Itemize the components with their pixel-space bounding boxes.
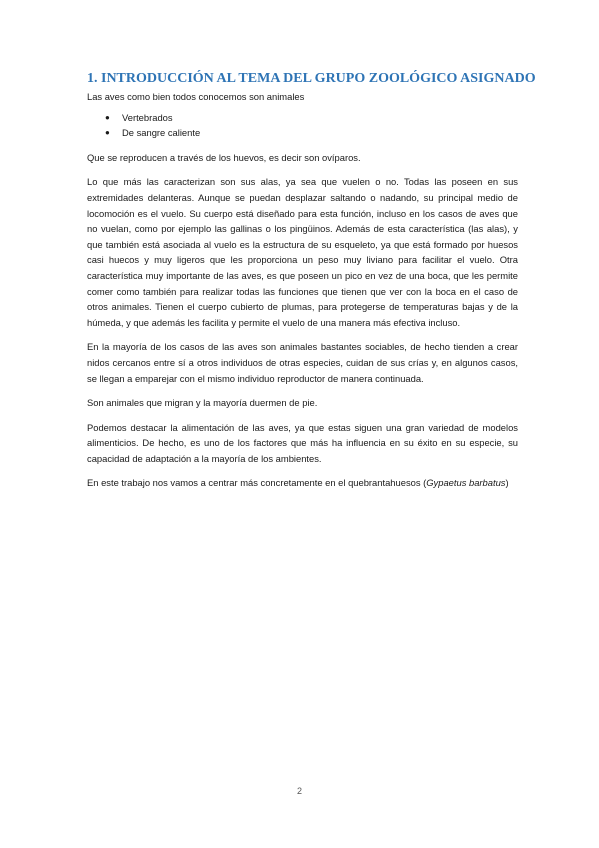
page-content (87, 70, 536, 500)
paragraph-focus (87, 475, 518, 491)
intro-line: Las aves como bien todos conocemos son animales (87, 91, 305, 102)
focus-text: En este trabajo nos vamos a centrar más concretamente en el quebrantahuesos ( (87, 477, 427, 489)
list-item (87, 110, 518, 126)
list-item-text: Vertebrados (122, 111, 173, 123)
page-number: 2 (296, 786, 302, 796)
paragraph-reproduction: Que se reproducen a través de los huevos, es decir son ovíparos. (87, 151, 361, 163)
bullet-icon: ● (105, 112, 110, 122)
bullet-icon: ● (105, 128, 110, 138)
paragraph-migration: Son animales que migran y la mayoría duermen de pie. (87, 397, 318, 409)
bullet-list (87, 110, 518, 141)
list-item (87, 125, 518, 141)
focus-text-end: ) (505, 477, 509, 489)
paragraph-social: En la mayoría de los casos de las aves son animales bastantes sociables, de hecho tienden a crear nidos cercanos entre sí a otros individuos de otras especies, cuidan de sus crías y, en algunos casos, se llegan a emparejar con el mismo individuo reproductor de manera continuada. (87, 341, 518, 384)
paragraph-wings: Lo que más las caracterizan son sus alas, ya sea que vuelen o no. Todas las poseen en sus extremidades delanteras. Aunque se puedan desplazar saltando o nadando, su principal medio de locomoción es el vuelo. Su cuerpo está diseñado para esta función, incluso en los casos de aves que no vuelan, como por ejemplo las gallinas o los pingüinos. Además de esta característica (las alas), y que también está asociada al vuelo es la estructura de su esqueleto, ya que está formado por huesos casi huecos y muy ligeros que les proporciona un peso muy liviano para facilitar el vuelo. Otra característica muy importante de las aves, es que poseen un pico en vez de una boca, que les permite comer como también para realizar todas las funciones que tienen que ver con la boca en el caso de otros animales. Tienen el cuerpo cubierto de plumas, para protegerse de temperaturas bajas y de la húmeda, y que además les facilita y permite el vuelo de una manera más efectiva incluso. (87, 176, 518, 328)
section-heading: 1. INTRODUCCIÓN AL TEMA DEL GRUPO ZOOLÓGICO ASIGNADO (87, 71, 536, 86)
list-item-text: De sangre caliente (122, 127, 201, 139)
scientific-name: Gypaetus barbatus (426, 477, 506, 489)
paragraph-feeding: Podemos destacar la alimentación de las aves, ya que estas siguen una gran variedad de modelos alimenticios. De hecho, es uno de los factores que más ha influencia en su éxito en su especie, su capacidad de adaptación a la mayoría de los ambientes. (87, 421, 518, 464)
